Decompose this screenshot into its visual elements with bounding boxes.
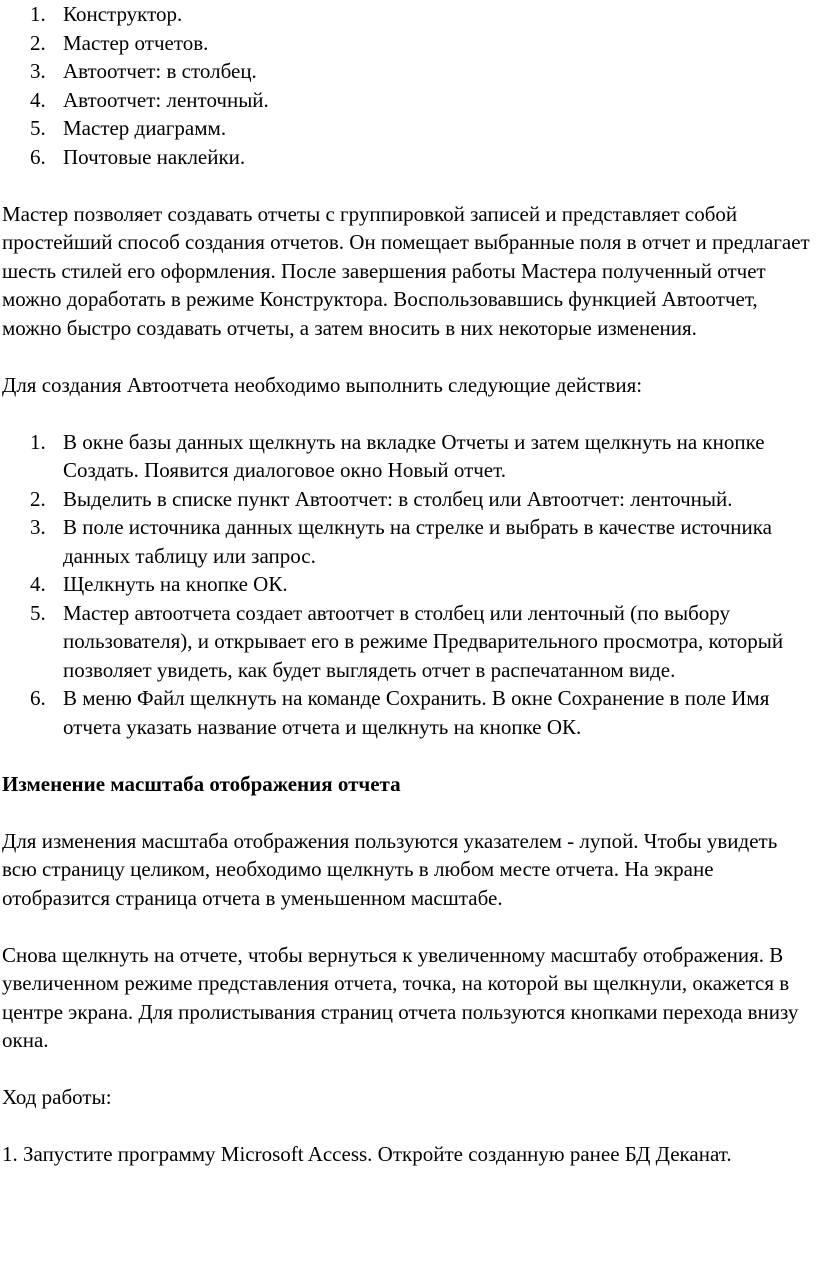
list-item-number: 4. [30,572,46,596]
list-item [2,428,814,485]
list-item-number: 3. [30,59,46,83]
list-item-text: В окне базы данных щелкнуть на вкладке Отчеты и затем щелкнуть на кнопке Создать. Появится диалоговое окно Новый отчет. [63,429,765,482]
paragraph-steps-intro: Для создания Автоотчета необходимо выполнить следующие действия: [2,372,643,397]
paragraph-zoom-1: Для изменения масштаба отображения пользуются указателем - лупой. Чтобы увидеть всю страницу целиком, необходимо щелкнуть в любом месте отчета. На экране отобразится страница отчета в уменьшенном масштабе. [2,828,778,910]
list-item-number: 6. [30,144,46,169]
list-item-text: Почтовые наклейки. [63,144,246,169]
list-item-number: 1. [30,2,46,26]
list-item-text: Щелкнуть на кнопке ОК. [63,572,288,596]
list-item-text: Мастер автоотчета создает автоотчет в столбец или ленточный (по выбору пользователя), и открывает его в режиме Предварительного просмотра, который позволяет увидеть, как будет выглядеть отчет в распечатанном виде. [63,600,784,682]
list-item-number: 5. [30,600,46,625]
paragraph-workflow: Ход работы: [2,1085,112,1109]
list-item-text: Автоотчет: в столбец. [63,59,257,83]
list-item-text: Автоотчет: ленточный. [63,87,269,112]
list-item [2,0,814,29]
list-item-text: Мастер отчетов. [63,30,209,55]
list-item-text: Мастер диаграмм. [63,116,227,140]
list-item [2,599,814,685]
document-page [2,0,814,1169]
paragraph-step-1: 1. Запустите программу Microsoft Access. Откройте созданную ранее БД Деканат. [2,1142,732,1166]
list-item-text: В поле источника данных щелкнуть на стрелке и выбрать в качестве источника данных таблицу или запрос. [63,515,772,568]
paragraph-zoom-2: Снова щелкнуть на отчете, чтобы вернуться к увеличенному масштабу отображения. В увеличенном режиме представления отчета, точка, на которой вы щелкнули, окажется в центре экрана. Для пролистывания страниц отчета пользуются кнопками перехода внизу окна. [2,942,799,1052]
autoreport-steps-list [2,428,814,742]
list-item [2,570,814,599]
list-item [2,513,814,570]
list-item-number: 5. [30,116,46,140]
list-item-text: В меню Файл щелкнуть на команде Сохранить. В окне Сохранение в поле Имя отчета указать название отчета и щелкнуть на кнопке ОК. [63,686,770,739]
list-item [2,114,814,143]
list-item-text: Конструктор. [63,2,183,26]
list-item [2,684,814,741]
list-item-number: 2. [30,30,46,55]
list-item-number: 4. [30,87,46,112]
list-item-number: 1. [30,429,46,454]
list-item-number: 2. [30,486,46,511]
section-heading-zoom: Изменение масштаба отображения отчета [2,771,401,796]
paragraph-master: Мастер позволяет создавать отчеты с группировкой записей и представляет собой простейший способ создания отчетов. Он помещает выбранные поля в отчет и предлагает шесть стилей его оформления. После завершения работы Мастера полученный отчет можно доработать в режиме Конструктора. Воспользовавшись функцией Автоотчет, можно быстро создавать отчеты, а затем вносить в них некоторые изменения. [2,201,810,340]
list-item [2,57,814,86]
list-item [2,485,814,514]
list-item [2,29,814,58]
list-item-number: 6. [30,686,46,710]
report-types-list [2,0,814,171]
list-item-number: 3. [30,515,46,539]
list-item [2,86,814,115]
list-item-text: Выделить в списке пункт Автоотчет: в столбец или Автоотчет: ленточный. [63,486,733,511]
list-item [2,143,814,172]
